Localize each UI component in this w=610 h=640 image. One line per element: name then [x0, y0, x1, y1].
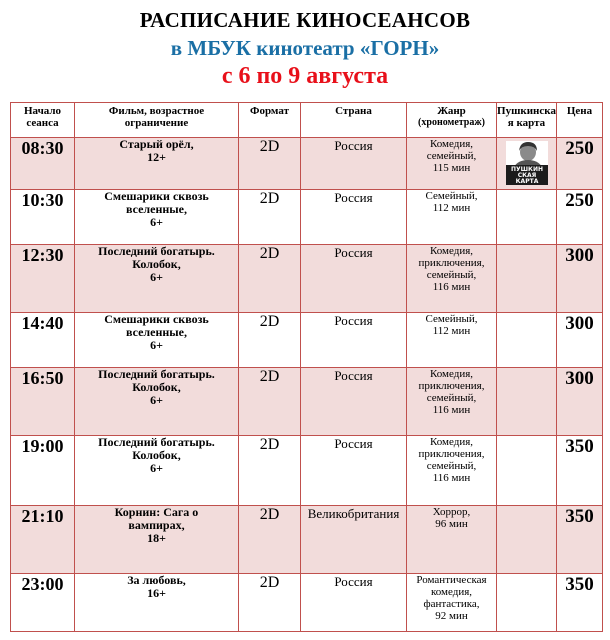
- country-cell: Россия: [301, 245, 407, 313]
- price-cell: 250: [557, 138, 603, 190]
- genre-line: 115 мин: [432, 162, 471, 174]
- film-line: Смешарики сквозь: [104, 312, 209, 326]
- price-cell: 300: [557, 245, 603, 313]
- genre-line: приключения,: [418, 448, 485, 460]
- price-cell: 250: [557, 190, 603, 245]
- genre-line: 96 мин: [435, 518, 468, 530]
- format-cell: 2D: [239, 506, 301, 574]
- film-cell: [75, 313, 239, 368]
- genre-line: 116 мин: [432, 404, 471, 416]
- price-cell: 300: [557, 368, 603, 436]
- format-cell: 2D: [239, 574, 301, 632]
- dates-title: с 6 по 9 августа: [221, 63, 389, 89]
- session-time: 21:10: [11, 506, 75, 574]
- film-line: вселенные,: [125, 202, 187, 216]
- film-line: 6+: [150, 270, 163, 284]
- col-header-pushkin-line2: я карта: [507, 117, 546, 129]
- format-cell: 2D: [239, 190, 301, 245]
- pushkin-card-cell: [497, 368, 557, 436]
- genre-line: 116 мин: [432, 472, 471, 484]
- table-row: [11, 368, 603, 436]
- session-time: 16:50: [11, 368, 75, 436]
- film-cell: [75, 190, 239, 245]
- film-line: Смешарики сквозь: [104, 189, 209, 203]
- film-line: Корнин: Сага о: [114, 505, 199, 519]
- genre-line: Романтическая: [416, 574, 487, 586]
- film-cell: [75, 436, 239, 506]
- genre-cell: [407, 436, 497, 506]
- col-header-price: Цена: [557, 103, 603, 138]
- country-cell: Россия: [301, 313, 407, 368]
- film-cell: [75, 506, 239, 574]
- genre-cell: [407, 190, 497, 245]
- format-cell: 2D: [239, 245, 301, 313]
- col-header-pushkin-line1: Пушкинска: [497, 105, 556, 117]
- film-line: 6+: [150, 215, 163, 229]
- pushkin-card-cell: [497, 138, 557, 190]
- country-cell: Россия: [301, 368, 407, 436]
- pushkin-logo-text: ПУШКИН: [510, 166, 543, 173]
- header-row: [11, 103, 603, 138]
- genre-line: Комедия,: [429, 138, 474, 150]
- pushkin-card-cell: [497, 190, 557, 245]
- genre-line: Комедия,: [429, 436, 474, 448]
- col-header-film-line2: ограничение: [124, 117, 189, 129]
- price-cell: 350: [557, 506, 603, 574]
- col-header-format: Формат: [239, 103, 301, 138]
- col-header-genre-line2: (хронометраж): [418, 117, 485, 128]
- film-line: Последний богатырь.: [98, 244, 215, 258]
- genre-cell: [407, 245, 497, 313]
- film-line: 6+: [150, 393, 163, 407]
- table-row: [11, 313, 603, 368]
- session-time: 14:40: [11, 313, 75, 368]
- pushkin-card-cell: [497, 574, 557, 632]
- genre-line: семейный,: [426, 150, 477, 162]
- genre-line: 116 мин: [432, 281, 471, 293]
- country-cell: Великобритания: [301, 506, 407, 574]
- col-header-film: [75, 103, 239, 138]
- venue-title: в МБУК кинотеатр «ГОРН»: [170, 36, 440, 60]
- genre-line: приключения,: [418, 257, 485, 269]
- genre-cell: [407, 368, 497, 436]
- genre-line: Семейный,: [425, 313, 478, 325]
- film-cell: [75, 368, 239, 436]
- pushkin-logo-text: СКАЯ: [517, 172, 536, 179]
- genre-line: Комедия,: [429, 368, 474, 380]
- film-line: За любовь,: [127, 573, 186, 587]
- film-line: 16+: [147, 586, 166, 600]
- session-time: 19:00: [11, 436, 75, 506]
- country-cell: Россия: [301, 190, 407, 245]
- pushkin-card-cell: [497, 506, 557, 574]
- film-line: Последний богатырь.: [98, 435, 215, 449]
- country-cell: Россия: [301, 138, 407, 190]
- film-line: Колобок,: [132, 380, 181, 394]
- genre-line: приключения,: [418, 380, 485, 392]
- film-line: Последний богатырь.: [98, 367, 215, 381]
- genre-line: Комедия,: [429, 245, 474, 257]
- genre-cell: [407, 313, 497, 368]
- pushkin-card-cell: [497, 245, 557, 313]
- genre-cell: [407, 138, 497, 190]
- page-title: РАСПИСАНИЕ КИНОСЕАНСОВ: [139, 8, 471, 32]
- genre-line: Хоррор,: [432, 506, 471, 518]
- session-time: 12:30: [11, 245, 75, 313]
- col-header-pushkin: [497, 103, 557, 138]
- film-cell: [75, 245, 239, 313]
- session-time: 23:00: [11, 574, 75, 632]
- table-row: [11, 138, 603, 190]
- country-cell: Россия: [301, 574, 407, 632]
- film-line: вампирах,: [128, 518, 185, 532]
- session-time: 10:30: [11, 190, 75, 245]
- genre-line: 112 мин: [432, 325, 471, 337]
- table-row: [11, 245, 603, 313]
- genre-line: семейный,: [426, 392, 477, 404]
- genre-cell: [407, 506, 497, 574]
- format-cell: 2D: [239, 368, 301, 436]
- col-header-genre: [407, 103, 497, 138]
- table-row: [11, 506, 603, 574]
- film-line: 12+: [147, 150, 166, 164]
- film-line: 6+: [150, 338, 163, 352]
- session-time: 08:30: [11, 138, 75, 190]
- film-line: Старый орёл,: [119, 137, 194, 151]
- col-header-start: [11, 103, 75, 138]
- pushkin-card-cell: [497, 313, 557, 368]
- genre-line: 92 мин: [435, 610, 468, 622]
- col-header-country: Страна: [301, 103, 407, 138]
- genre-line: фантастика,: [423, 598, 480, 610]
- format-cell: 2D: [239, 436, 301, 506]
- pushkin-card-logo: [506, 141, 548, 185]
- table-row: [11, 436, 603, 506]
- film-cell: [75, 574, 239, 632]
- pushkin-logo-text: КАРТА: [515, 178, 538, 185]
- col-header-genre-line1: Жанр: [437, 105, 466, 117]
- genre-line: 112 мин: [432, 202, 471, 214]
- film-line: Колобок,: [132, 448, 181, 462]
- schedule-rows: [11, 138, 603, 632]
- genre-cell: [407, 574, 497, 632]
- genre-line: семейный,: [426, 269, 477, 281]
- genre-line: комедия,: [430, 586, 473, 598]
- price-cell: 350: [557, 436, 603, 506]
- col-header-start-line1: Начало: [23, 105, 62, 117]
- film-line: 6+: [150, 461, 163, 475]
- table-row: [11, 190, 603, 245]
- col-header-start-line2: сеанса: [26, 117, 59, 129]
- film-line: 18+: [147, 531, 166, 545]
- film-cell: [75, 138, 239, 190]
- film-line: Колобок,: [132, 257, 181, 271]
- schedule-table: [10, 102, 603, 632]
- pushkin-card-cell: [497, 436, 557, 506]
- table-row: [11, 574, 603, 632]
- price-cell: 350: [557, 574, 603, 632]
- genre-line: Семейный,: [425, 190, 478, 202]
- format-cell: 2D: [239, 313, 301, 368]
- genre-line: семейный,: [426, 460, 477, 472]
- format-cell: 2D: [239, 138, 301, 190]
- col-header-film-line1: Фильм, возрастное: [108, 105, 205, 117]
- film-line: вселенные,: [125, 325, 187, 339]
- price-cell: 300: [557, 313, 603, 368]
- country-cell: Россия: [301, 436, 407, 506]
